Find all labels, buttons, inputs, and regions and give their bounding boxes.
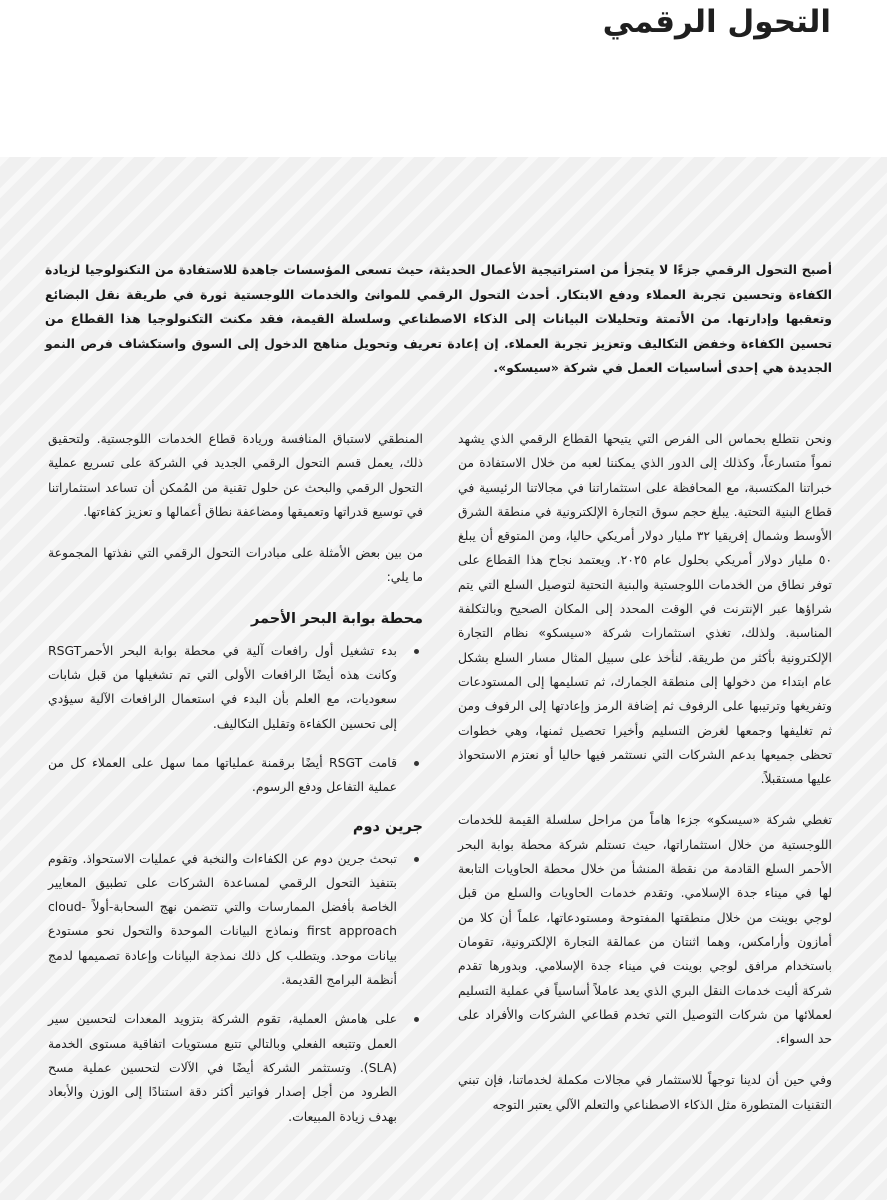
right-column (458, 427, 832, 1134)
list-item (48, 751, 397, 800)
list-item-text: بدء تشغيل أول رافعات آلية في محطة بوابة البحر الأحمرRSGT وكانت هذه أيضًا الرافعات الأولى التي تم تشغيلها من قبل شابات سعوديات، مع العلم بأن البدء في استعمال الرافعات الآلية سيؤدي إلى تحسين الكفاءة وتقليل التكاليف. (48, 642, 397, 731)
right-paragraph-1: ونحن نتطلع بحماس الى الفرص التي يتيحها القطاع الرقمي الذي يشهد نمواً متسارعاً، وكذلك إلى الدور الذي يمكننا لعبه من خلال الاستفادة من خبراتنا المكتسبة، مع المحافظة على استثماراتنا في مجالاتنا الرئيسية في قطاع البنية التحتية. يبلغ حجم سوق التجارة الإلكترونية في منطقة الشرق الأوسط وشمال إفريقيا ٣٢ مليار دولار أمريكي حاليا، ومن المتوقع أن يبلغ ٥٠ مليار دولار أمريكي بحلول عام ٢٠٢٥. ويعتمد نجاح هذا القطاع على توفر نطاق من الخدمات اللوجستية والبنية التحتية لتوصيل السلع التي يتم شراؤها عبر الإنترنت في الوقت المحدد إلى المكان الصحيح وبالتكلفة المناسبة. ولذلك، تغذي استثمارات شركة «سيسكو» نظام التجارة الإلكترونية بأكثر من طريقة. لنأخذ على سبيل المثال مسار السلع بشكل عام ابتداء من دخولها إلى منطقة الجمارك، ثم تسليمها إلى المستودعات وتفريغها وترتيبها على الرفوف ثم إضافة الرمز وإعادتها إلى الرفوف ومن ثم تغليفها وجمعها لغرض التسليم وأخيرا تحصيل ثمنها، وهي خطوات تحظى جميعها بدعم الشركات التي نستثمر فيها حاليا أو نعتزم الاستحواذ عليها مستقبلاً. (458, 431, 832, 787)
bullet-dot-icon (414, 761, 419, 766)
list-item (48, 1007, 397, 1128)
section-heading-green-dome: جرين دوم (352, 818, 423, 835)
left-paragraph-1: المنطقي لاستباق المنافسة وريادة قطاع الخدمات اللوجستية. ولتحقيق ذلك، يعمل قسم التحول الرقمي الجديد في الشركة على تسريع عملية التحول الرقمي والبحث عن حلول تقنية من المُمكن أن تساعد استثماراتنا في توسيع قدراتها وتعميقها ومضاعفة نطاق أعمالها و تعزيز كفاءتها. (48, 431, 423, 519)
bullet-dot-icon (414, 857, 419, 862)
content-panel (0, 157, 887, 1200)
bullet-dot-icon (414, 1017, 419, 1022)
left-column (48, 427, 423, 1144)
page-title: التحول الرقمي (602, 4, 831, 40)
green-dome-bullet-list (48, 847, 423, 1129)
list-item (48, 639, 397, 736)
rsgt-bullet-list (48, 639, 423, 800)
section-heading-rsgt: محطة بوابة البحر الأحمر (251, 610, 423, 627)
right-paragraph-3: وفي حين أن لدينا توجهاً للاستثمار في مجالات مكملة لخدماتنا، فإن تبني التقنيات المتطورة مثل الذكاء الاصطناعي والتعلم الآلي يعتبر التوجه (458, 1072, 832, 1112)
list-item-text: على هامش العملية، تقوم الشركة بتزويد المعدات لتحسين سير العمل وتتبعه الفعلي وبالتالي تتبع مستويات اتفاقية مستوى الخدمة (SLA). وتستثمر الشركة أيضًا في الآلات لتحسين عملية مسح الطرود من أجل إصدار فواتير أكثر دقة استنادًا إلى الوزن والأبعاد بهدف زيادة المبيعات. (48, 1011, 397, 1124)
left-paragraph-2: من بين بعض الأمثلة على مبادرات التحول الرقمي التي نفذتها المجموعة ما يلي: (48, 545, 423, 585)
list-item (48, 847, 397, 993)
list-item-text: تبحث جرين دوم عن الكفاءات والنخبة في عمليات الاستحواذ. وتقوم بتنفيذ التحول الرقمي لمساعدة الشركات على تطبيق المعايير الخاصة بأفضل الممارسات والتي تتضمن نهج السحابة-أولاً cloud-first approach ونماذج البيانات الموحدة والتحول نحو مستودع بيانات موحد. ويتطلب كل ذلك نمذجة البيانات وإعادة تصميمها لدمج أنظمة البرامج القديمة. (48, 850, 398, 988)
right-paragraph-2: تغطي شركة «سيسكو» جزءا هاماً من مراحل سلسلة القيمة للخدمات اللوجستية من خلال استثماراتها، حيث تستلم شركة محطة بوابة البحر الأحمر السلع القادمة من نقطة المنشأ من خلال محطة الحاويات التابعة لها في ميناء جدة الإسلامي. وتقدم خدمات الحاويات والسلع من قبل لوجي بوينت من خلال منطقتها المفتوحة ومستودعاتها، علماً أن كلا من أمازون وأرامكس، وهما اثنتان من عمالقة التجارة الإلكترونية، تقومان باستخدام مرافق لوجي بوينت في ميناء جدة الإسلامي. وبدورها تقدم شركة أليت خدمات النقل البري الذي يعد عاملاً أساسياً في عملية التسليم لعملائها من شركات التوصيل التي تخدم قطاعي الشركات والأفراد على حد السواء. (458, 812, 832, 1047)
bullet-dot-icon (414, 649, 419, 654)
intro-paragraph: أصبح التحول الرقمي جزءًا لا يتجزأ من استراتيجية الأعمال الحديثة، حيث تسعى المؤسسات جاهدة للاستفادة من التكنولوجيا لزيادة الكفاءة وتحسين تجربة العملاء ودفع الابتكار. أحدث التحول الرقمي للموانئ والخدمات اللوجستية ثورة في طريقة نقل البضائع وتعقبها وإدارتها. من الأتمتة وتحليلات البيانات إلى الذكاء الاصطناعي وسلسلة القيمة، فقد مكنت التكنولوجيا هذا القطاع من تحسين الكفاءة وخفض التكاليف وتعزيز تجربة العملاء. إن إعادة تعريف وتحويل مناهج الدخول إلى السوق واستكشاف فرص النمو الجديدة هي إحدى أساسيات العمل في شركة «سيسكو». (45, 262, 832, 375)
list-item-text: قامت RSGT أيضًا برقمنة عملياتها مما سهل على العملاء كل من عملية التفاعل ودفع الرسوم. (48, 754, 397, 795)
